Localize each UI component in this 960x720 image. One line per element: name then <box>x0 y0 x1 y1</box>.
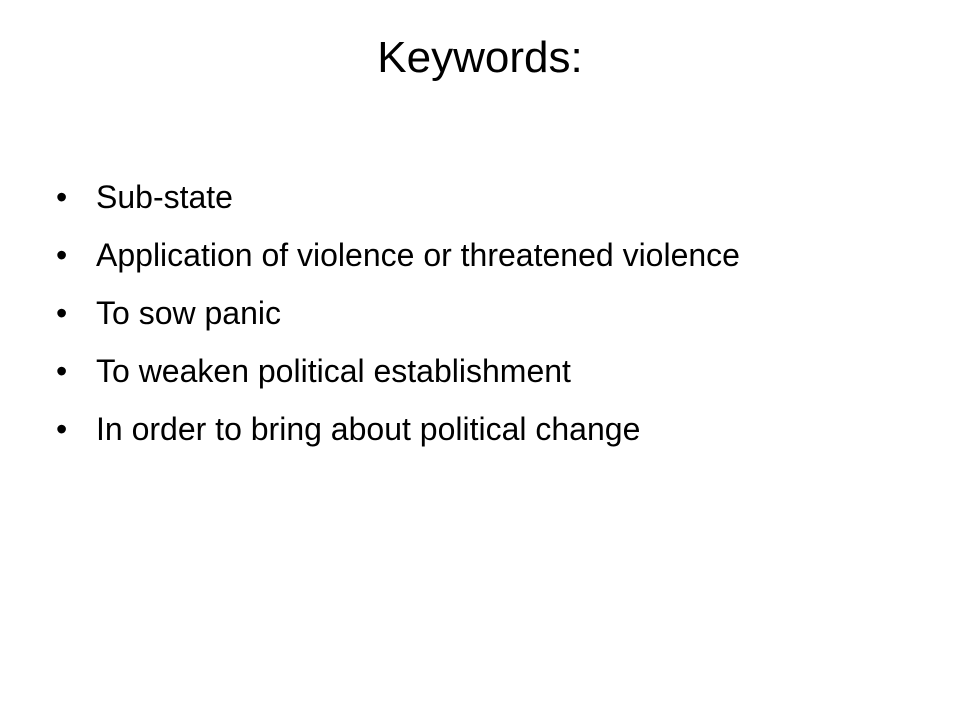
slide-title: Keywords: <box>377 33 583 82</box>
bullet-text: Sub-state <box>96 179 233 215</box>
bullet-item <box>56 236 876 274</box>
bullet-text: To weaken political establishment <box>96 353 571 389</box>
bullet-item <box>56 294 876 332</box>
bullet-item <box>56 410 876 448</box>
bullet-item <box>56 178 876 216</box>
bullet-dot-icon: • <box>56 237 68 273</box>
bullet-text: To sow panic <box>96 295 281 331</box>
bullet-dot-icon: • <box>56 411 68 447</box>
bullet-dot-icon: • <box>56 353 68 389</box>
bullet-text: In order to bring about political change <box>96 411 641 447</box>
bullet-dot-icon: • <box>56 179 68 215</box>
bullet-text: Application of violence or threatened violence <box>96 237 740 273</box>
bullet-list <box>56 178 876 468</box>
bullet-dot-icon: • <box>56 295 68 331</box>
bullet-item <box>56 352 876 390</box>
